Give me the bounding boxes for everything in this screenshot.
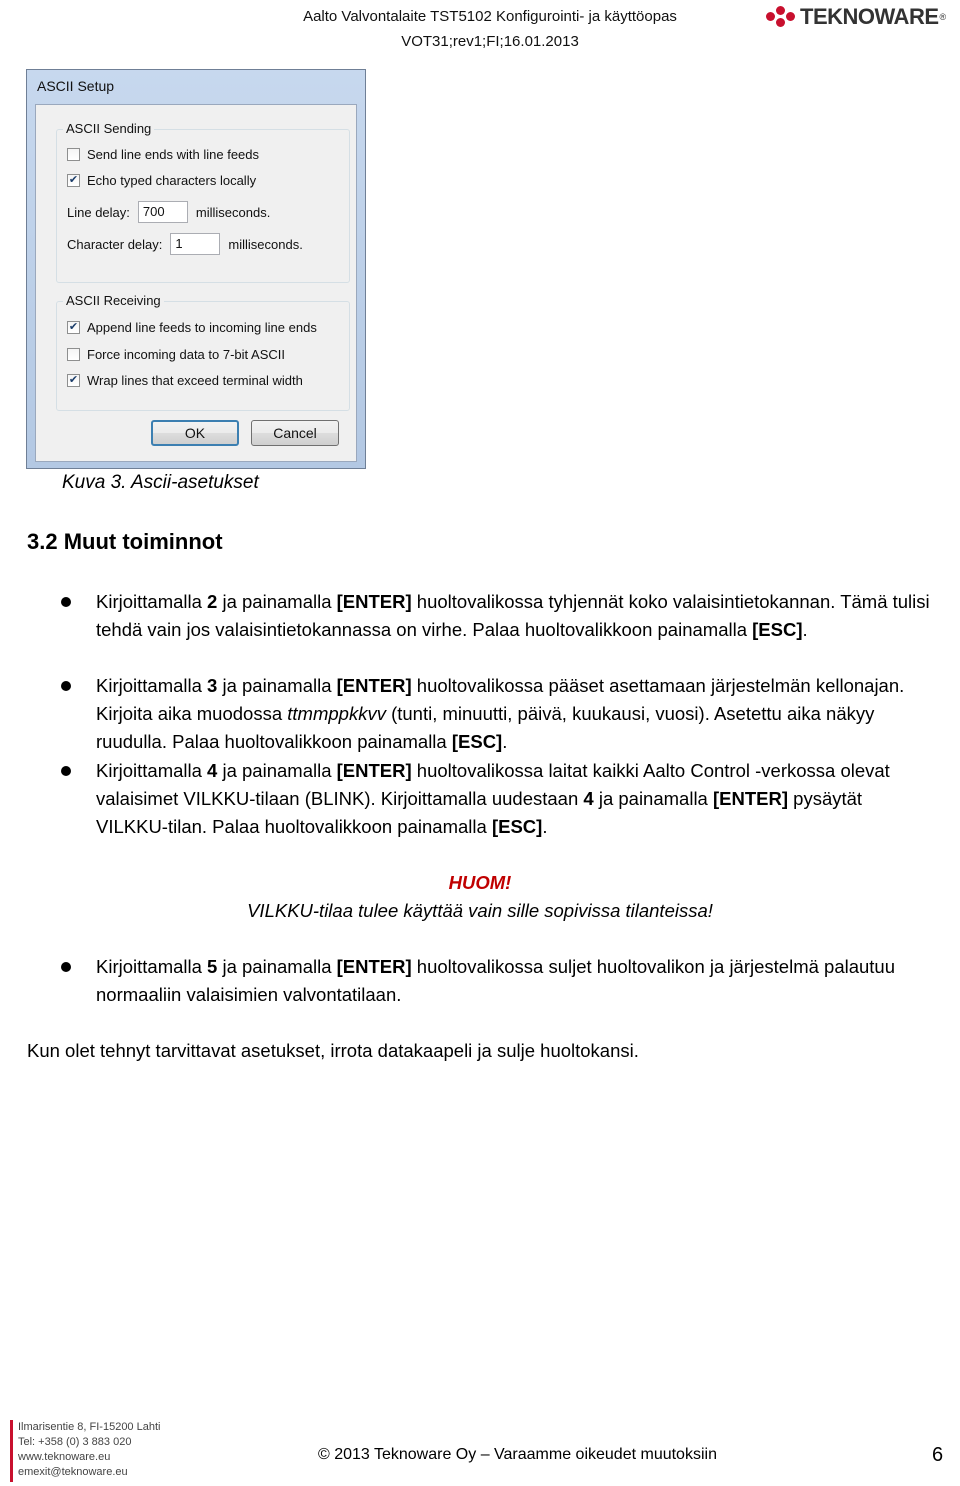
ascii-sending-label: ASCII Sending — [63, 121, 154, 136]
text-run: huoltovalikossa tyhjennät koko valaisintietokannan. Tämä tulisi tehdä vain jos valaisintietokannassa on virhe. Palaa huoltovalikkoon painamalla — [96, 591, 930, 640]
footer-accent-bar — [10, 1420, 13, 1482]
list-item-2 — [96, 588, 936, 644]
text-run: huoltovalikossa pääset asettamaan järjestelmän kellonajan. Kirjoita aika muodossa — [96, 675, 905, 724]
force-7bit-checkbox[interactable] — [67, 348, 80, 361]
list-item-3 — [96, 672, 936, 756]
note-title: HUOM! — [448, 872, 512, 893]
key-esc: [ESC] — [491, 816, 543, 837]
echo-checkbox[interactable]: ✔ — [68, 174, 79, 186]
text-run: Kirjoittamalla — [96, 591, 208, 612]
ascii-setup-dialog — [26, 69, 366, 469]
key-enter: [ENTER] — [712, 788, 789, 809]
text-run: ja painamalla — [217, 591, 337, 612]
character-delay-label: Character delay: — [67, 236, 163, 252]
character-delay-input[interactable]: 1 — [170, 233, 220, 255]
echo-label: Echo typed characters locally — [87, 173, 257, 188]
list-item-5 — [96, 953, 936, 1009]
echo-option[interactable] — [67, 173, 256, 188]
text-run: Kirjoittamalla — [96, 675, 208, 696]
cancel-button[interactable]: Cancel — [251, 420, 339, 446]
document-header — [240, 4, 740, 54]
key-enter: [ENTER] — [336, 956, 412, 977]
footer-phone: Tel: +358 (0) 3 883 020 — [18, 1436, 132, 1448]
text-run: . — [802, 619, 808, 640]
text-run: huoltovalikossa suljet huoltovalikon ja järjestelmä palautuu normaaliin valaisimien valvontatilaan. — [96, 956, 896, 1005]
ascii-receiving-group — [56, 293, 350, 411]
ascii-sending-group — [56, 121, 350, 283]
section-heading: 3.2 Muut toiminnot — [27, 529, 223, 554]
closing-paragraph: Kun olet tehnyt tarvittavat asetukset, irrota datakaapeli ja sulje huoltokansi. — [27, 1040, 639, 1061]
ascii-receiving-label: ASCII Receiving — [63, 293, 164, 308]
force-7bit-option[interactable] — [67, 347, 285, 362]
wrap-lines-option[interactable] — [67, 373, 303, 388]
footer-copyright: © 2013 Teknoware Oy – Varaamme oikeudet muutoksiin — [318, 1446, 717, 1463]
ok-button[interactable]: OK — [151, 420, 239, 446]
text-run: (tunti, minuutti, päivä, kuukausi, vuosi). Asetettu aika näkyy ruudulla. Palaa huoltovalikkoon painamalla — [96, 703, 875, 752]
bullet-icon — [61, 597, 71, 607]
bullet-icon — [61, 681, 71, 691]
note-text: VILKKU-tilaa tulee käyttää vain sille sopivissa tilanteissa! — [247, 900, 713, 921]
dialog-titlebar — [27, 70, 365, 104]
key-3: 3 — [207, 675, 218, 696]
text-run: ja painamalla — [217, 675, 337, 696]
send-line-ends-checkbox[interactable] — [67, 148, 80, 161]
character-delay-unit: milliseconds. — [228, 236, 303, 252]
figure-caption: Kuva 3. Ascii-asetukset — [62, 472, 259, 493]
key-enter: [ENTER] — [336, 760, 412, 781]
footer-address: Ilmarisentie 8, FI-15200 Lahti — [18, 1421, 161, 1433]
key-5: 5 — [207, 956, 218, 977]
key-4: 4 — [207, 760, 218, 781]
bullet-icon — [61, 962, 71, 972]
append-line-feeds-checkbox[interactable]: ✔ — [68, 321, 79, 333]
send-line-ends-option[interactable] — [67, 147, 259, 162]
line-delay-unit: milliseconds. — [195, 204, 271, 220]
text-run: . — [502, 731, 508, 752]
header-title: Aalto Valvontalaite TST5102 Konfigurointi- ja käyttöopas — [303, 8, 677, 25]
dialog-title: ASCII Setup — [37, 78, 115, 94]
key-2: 2 — [207, 591, 218, 612]
append-line-feeds-label: Append line feeds to incoming line ends — [87, 320, 317, 335]
text-run: . — [542, 816, 548, 837]
footer-email[interactable]: emexit@teknoware.eu — [18, 1466, 128, 1478]
time-format: ttmmppkkvv — [287, 703, 386, 724]
teknoware-logo — [766, 2, 946, 32]
key-esc: [ESC] — [451, 731, 503, 752]
character-delay-row — [67, 233, 303, 255]
line-delay-row — [67, 201, 270, 223]
dialog-body — [35, 104, 357, 462]
key-enter: [ENTER] — [336, 675, 412, 696]
list-item-4 — [96, 757, 936, 841]
page-number: 6 — [932, 1444, 944, 1466]
logo-mark-icon — [766, 6, 796, 28]
wrap-lines-checkbox[interactable]: ✔ — [68, 374, 79, 386]
text-run: huoltovalikossa laitat kaikki Aalto Control -verkossa olevat valaisimet VILKKU-tilaan (BLINK). Kirjoittamalla uudestaan — [96, 760, 890, 809]
header-version: VOT31;rev1;FI;16.01.2013 — [401, 33, 579, 50]
text-run: ja painamalla — [593, 788, 713, 809]
key-4: 4 — [583, 788, 594, 809]
bullet-icon — [61, 766, 71, 776]
wrap-lines-label: Wrap lines that exceed terminal width — [87, 373, 303, 388]
text-run: Kirjoittamalla — [96, 760, 208, 781]
key-enter: [ENTER] — [336, 591, 412, 612]
key-esc: [ESC] — [752, 619, 803, 640]
text-run: Kirjoittamalla — [96, 956, 208, 977]
text-run: ja painamalla — [217, 956, 337, 977]
append-line-feeds-option[interactable] — [67, 320, 317, 335]
line-delay-input[interactable]: 700 — [138, 201, 188, 223]
logo-registered-mark: ® — [939, 12, 947, 22]
text-run: ja painamalla — [217, 760, 337, 781]
force-7bit-label: Force incoming data to 7-bit ASCII — [87, 347, 285, 362]
text-run: pysäytät VILKKU-tilan. Palaa huoltovalikkoon painamalla — [96, 788, 863, 837]
footer-contact — [18, 1420, 160, 1480]
line-delay-label: Line delay: — [67, 204, 130, 220]
logo-text: TEKNOWARE — [800, 4, 939, 29]
footer-website[interactable]: www.teknoware.eu — [18, 1451, 111, 1463]
send-line-ends-label: Send line ends with line feeds — [87, 147, 260, 162]
